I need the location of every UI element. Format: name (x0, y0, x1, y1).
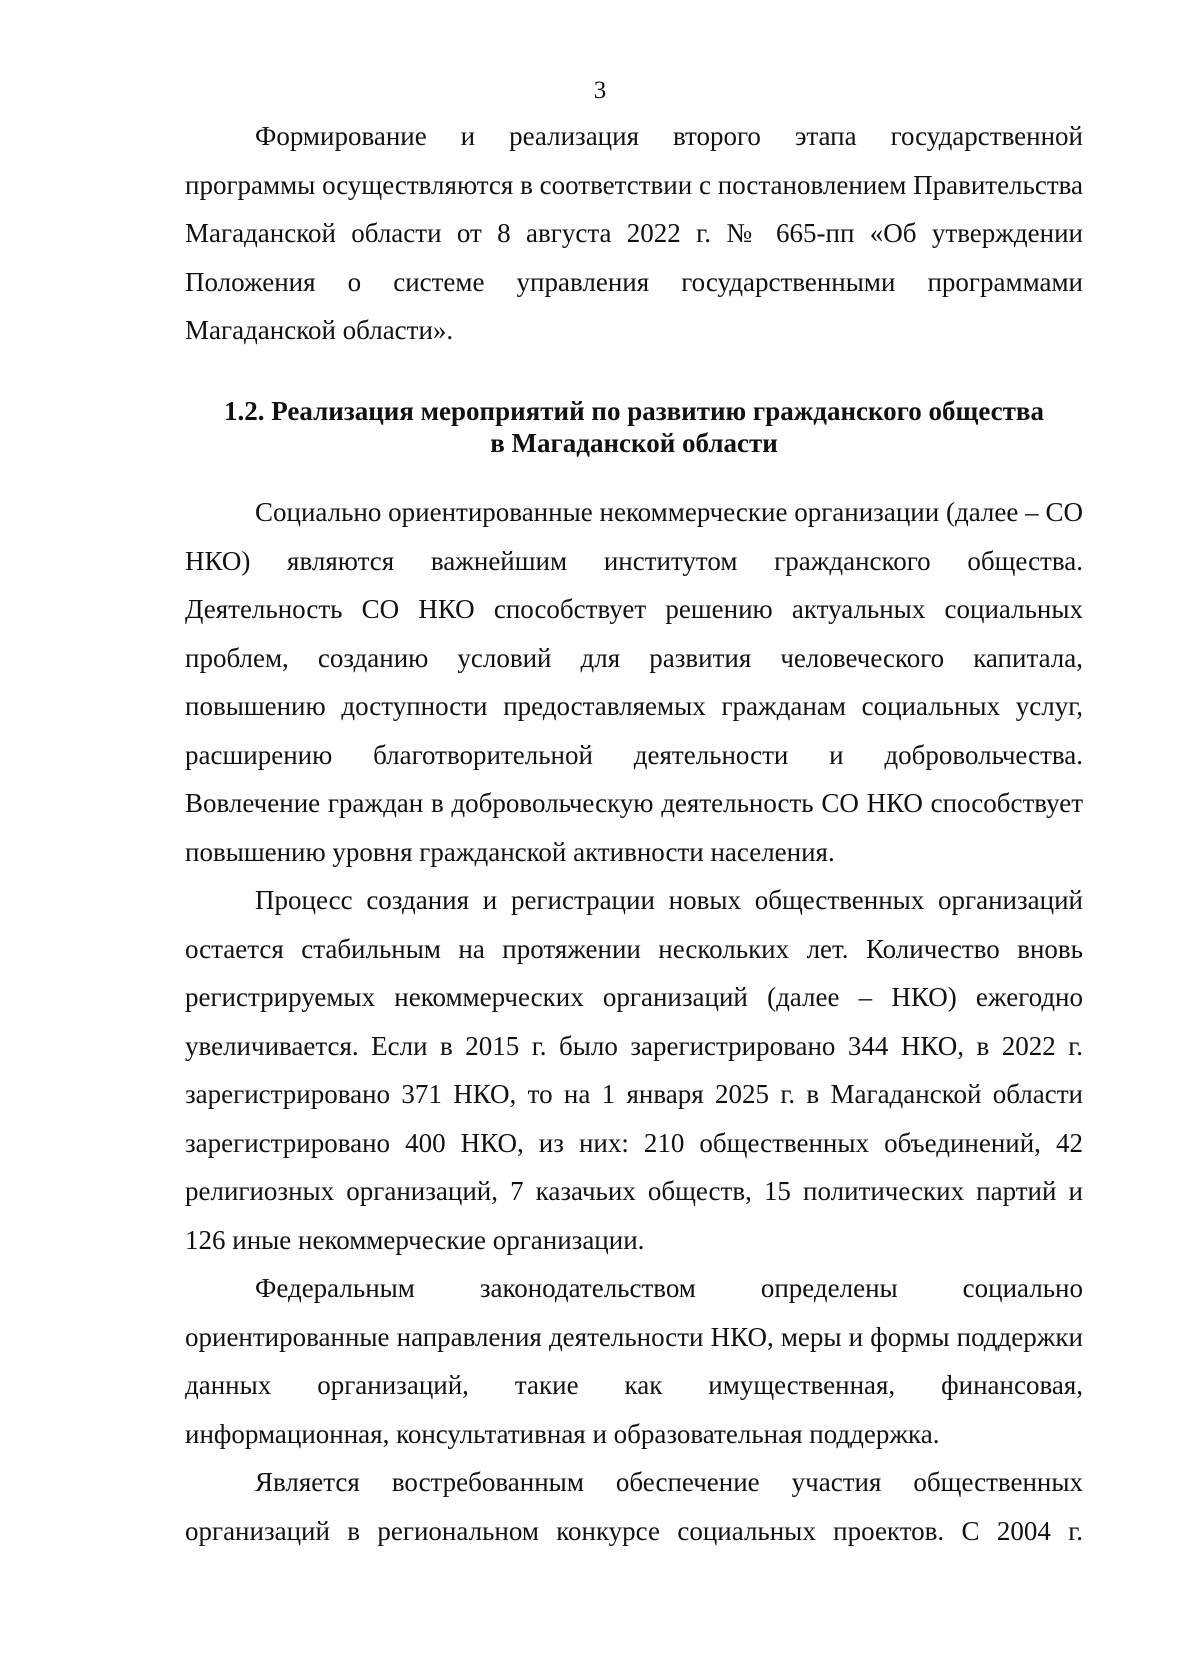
section-heading-line-2: в Магаданской области (490, 428, 778, 458)
paragraph-contest: Является востребованным обеспечение участия общественных организаций в региональном конкурсе социальных проектов. С 2004 г. (185, 1467, 1083, 1546)
section-body (185, 488, 1083, 1555)
paragraph-federal-law: Федеральным законодательством определены социально ориентированные направления деятельности НКО, меры и формы поддержки данных организаций, такие как имущественная, финансовая, информационная, консультативная и образовательная поддержка. (185, 1273, 1083, 1449)
intro-paragraph: Формирование и реализация второго этапа государственной программы осуществляются в соответствии с постановлением Правительства Магаданской области от 8 августа 2022 г. № 665-пп «Об утверждении Положения о системе управления государственными программами Магаданской области». (185, 121, 1083, 345)
section-heading-line-1: 1.2. Реализация мероприятий по развитию гражданского общества (224, 396, 1044, 426)
intro-text (185, 112, 1083, 355)
paragraph-registration: Процесс создания и регистрации новых общественных организаций остается стабильным на протяжении нескольких лет. Количество вновь регистрируемых некоммерческих организаций (далее – НКО) ежегодно увеличивается. Если в 2015 г. было зарегистрировано 344 НКО, в 2022 г. зарегистрировано 371 НКО, то на 1 января 2025 г. в Магаданской области зарегистрировано 400 НКО, из них: 210 общественных объединений, 42 религиозных организаций, 7 казачьих обществ, 15 политических партий и 126 иные некоммерческие организации. (185, 885, 1083, 1255)
page-number: 3 (593, 77, 607, 104)
section-heading (185, 395, 1083, 459)
paragraph-so-nko: Социально ориентированные некоммерческие организации (далее – СО НКО) являются важнейшим институтом гражданского общества. Деятельность СО НКО способствует решению актуальных социальных проблем, созданию условий для развития человеческого капитала, повышению доступности предоставляемых гражданам социальных услуг, расширению благотворительной деятельности и добровольчества. Вовлечение граждан в добровольческую деятельность СО НКО способствует повышению уровня гражданской активности населения. (185, 497, 1083, 867)
